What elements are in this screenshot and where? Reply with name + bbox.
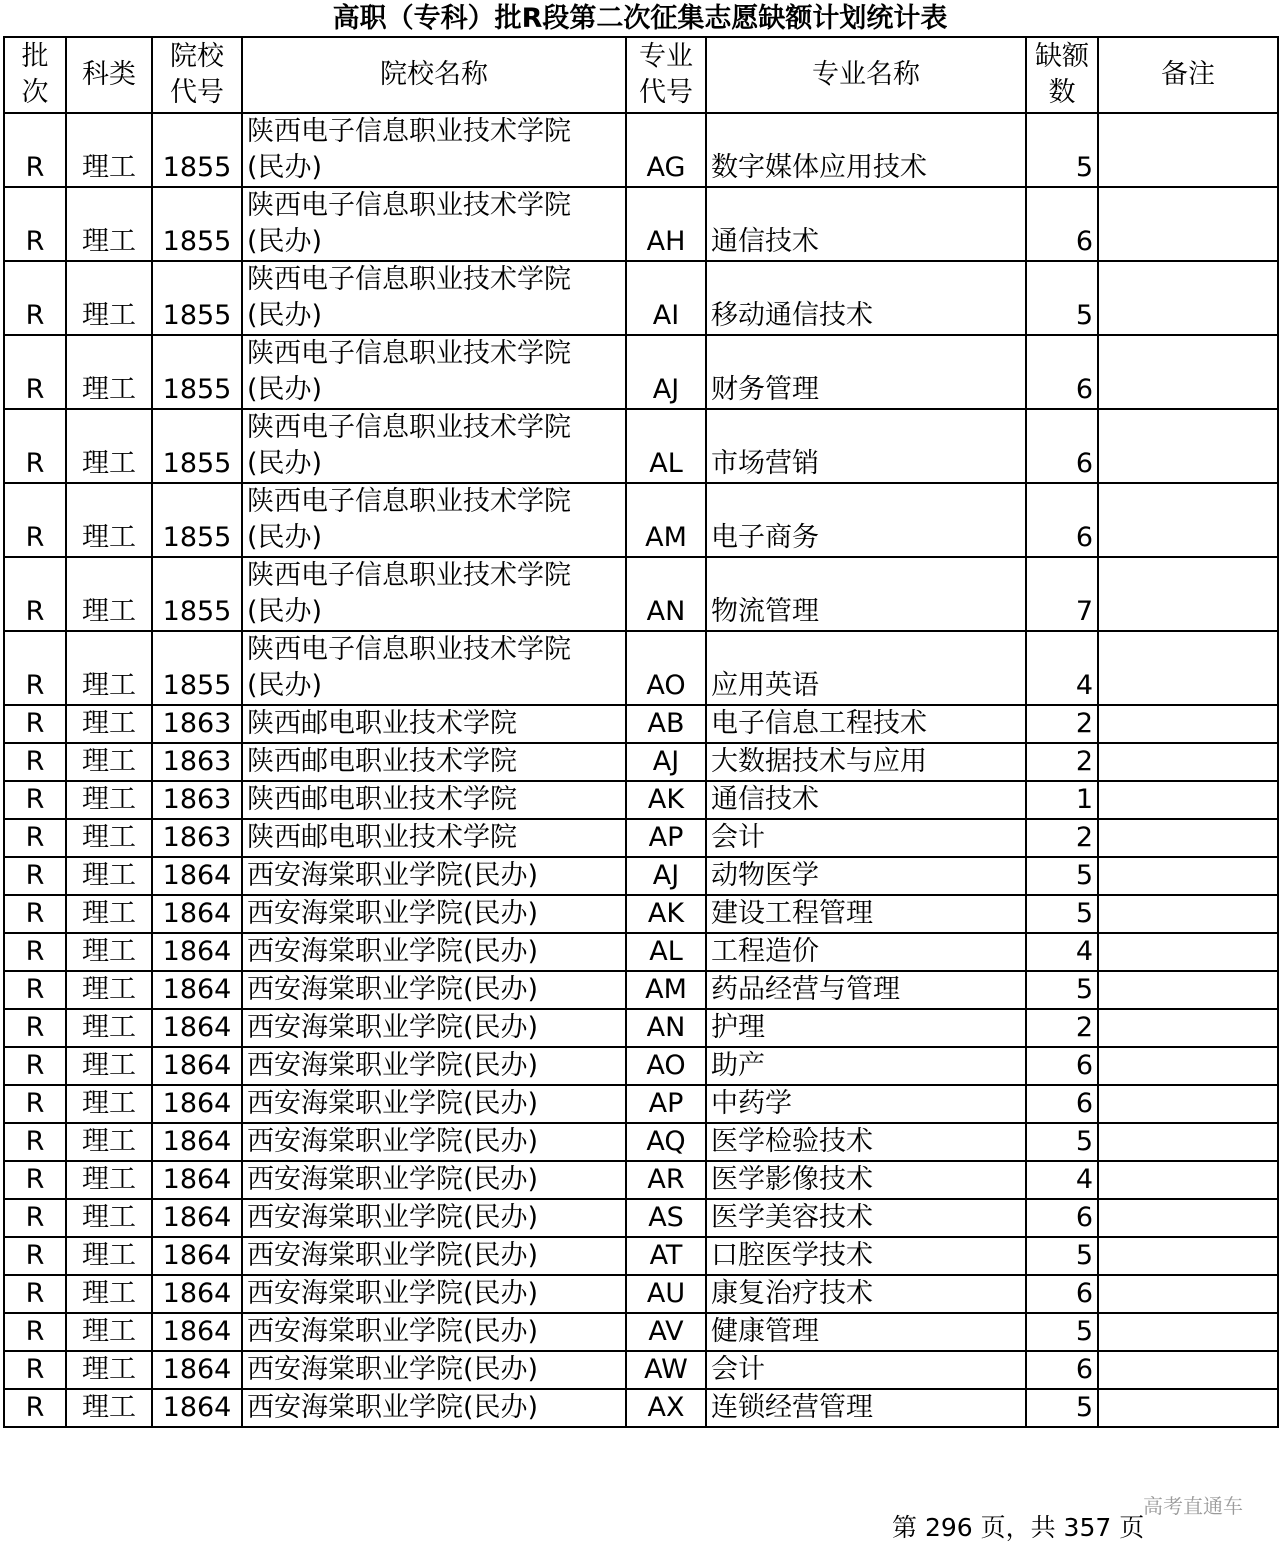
table-row	[4, 1009, 1278, 1047]
header-major-name	[706, 37, 1026, 113]
cell-major-name: 助产	[706, 1047, 1026, 1085]
cell-remarks	[1098, 1123, 1278, 1161]
cell-remarks	[1098, 631, 1278, 705]
cell-school-name: 陕西电子信息职业技术学院 (民办)	[242, 557, 626, 631]
cell-batch: R	[4, 971, 66, 1009]
header-major-code	[626, 37, 706, 113]
table-row	[4, 743, 1278, 781]
cell-vacancies: 4	[1026, 1161, 1098, 1199]
table-row	[4, 1085, 1278, 1123]
cell-major-code: AB	[626, 705, 706, 743]
cell-school-code: 1864	[152, 1275, 242, 1313]
header-category	[66, 37, 152, 113]
cell-school-name: 陕西电子信息职业技术学院 (民办)	[242, 483, 626, 557]
cell-category: 理工	[66, 933, 152, 971]
cell-batch: R	[4, 335, 66, 409]
cell-major-code: AG	[626, 113, 706, 187]
cell-batch: R	[4, 1313, 66, 1351]
cell-vacancies: 5	[1026, 971, 1098, 1009]
cell-batch: R	[4, 557, 66, 631]
cell-batch: R	[4, 1009, 66, 1047]
cell-category: 理工	[66, 1085, 152, 1123]
cell-school-code: 1855	[152, 335, 242, 409]
cell-remarks	[1098, 895, 1278, 933]
table-row	[4, 1351, 1278, 1389]
cell-school-name: 陕西电子信息职业技术学院 (民办)	[242, 409, 626, 483]
cell-remarks	[1098, 857, 1278, 895]
cell-batch: R	[4, 409, 66, 483]
cell-remarks	[1098, 743, 1278, 781]
cell-school-name: 西安海棠职业学院(民办)	[242, 1275, 626, 1313]
header-row	[4, 37, 1278, 113]
table-row	[4, 933, 1278, 971]
cell-major-code: AR	[626, 1161, 706, 1199]
cell-school-code: 1864	[152, 1047, 242, 1085]
cell-remarks	[1098, 1199, 1278, 1237]
cell-major-name: 市场营销	[706, 409, 1026, 483]
cell-batch: R	[4, 261, 66, 335]
table-row	[4, 705, 1278, 743]
cell-batch: R	[4, 1161, 66, 1199]
cell-school-name: 西安海棠职业学院(民办)	[242, 1047, 626, 1085]
cell-major-code: AX	[626, 1389, 706, 1427]
header-label-batch: 批 次	[21, 41, 49, 108]
cell-school-name: 陕西邮电职业技术学院	[242, 819, 626, 857]
cell-major-name: 移动通信技术	[706, 261, 1026, 335]
cell-major-code: AN	[626, 1009, 706, 1047]
cell-major-name: 物流管理	[706, 557, 1026, 631]
table-row	[4, 819, 1278, 857]
cell-school-code: 1864	[152, 1123, 242, 1161]
cell-school-code: 1863	[152, 705, 242, 743]
cell-remarks	[1098, 781, 1278, 819]
cell-remarks	[1098, 971, 1278, 1009]
cell-school-code: 1855	[152, 113, 242, 187]
cell-batch: R	[4, 933, 66, 971]
cell-school-code: 1864	[152, 1085, 242, 1123]
cell-school-name: 西安海棠职业学院(民办)	[242, 1009, 626, 1047]
cell-batch: R	[4, 1199, 66, 1237]
cell-school-code: 1855	[152, 483, 242, 557]
cell-vacancies: 6	[1026, 187, 1098, 261]
cell-vacancies: 6	[1026, 1085, 1098, 1123]
header-label-school-code: 院校 代号	[170, 41, 224, 108]
cell-major-code: AL	[626, 933, 706, 971]
header-label-remarks: 备注	[1161, 59, 1215, 90]
cell-school-name: 陕西电子信息职业技术学院 (民办)	[242, 261, 626, 335]
cell-remarks	[1098, 933, 1278, 971]
cell-batch: R	[4, 483, 66, 557]
cell-school-code: 1864	[152, 1009, 242, 1047]
table-row	[4, 895, 1278, 933]
cell-school-name: 西安海棠职业学院(民办)	[242, 1199, 626, 1237]
cell-school-name: 西安海棠职业学院(民办)	[242, 1123, 626, 1161]
table-row	[4, 971, 1278, 1009]
cell-vacancies: 5	[1026, 113, 1098, 187]
cell-major-code: AP	[626, 1085, 706, 1123]
cell-major-code: AW	[626, 1351, 706, 1389]
cell-batch: R	[4, 631, 66, 705]
cell-batch: R	[4, 1389, 66, 1427]
cell-batch: R	[4, 705, 66, 743]
header-label-major-name: 专业名称	[812, 59, 920, 90]
cell-vacancies: 6	[1026, 1275, 1098, 1313]
cell-major-code: AT	[626, 1237, 706, 1275]
cell-major-name: 动物医学	[706, 857, 1026, 895]
cell-major-code: AJ	[626, 857, 706, 895]
cell-major-name: 药品经营与管理	[706, 971, 1026, 1009]
cell-school-code: 1864	[152, 1313, 242, 1351]
table-row	[4, 261, 1278, 335]
cell-school-code: 1864	[152, 933, 242, 971]
cell-school-name: 陕西电子信息职业技术学院 (民办)	[242, 335, 626, 409]
cell-major-code: AO	[626, 631, 706, 705]
cell-category: 理工	[66, 557, 152, 631]
cell-major-name: 财务管理	[706, 335, 1026, 409]
cell-major-code: AH	[626, 187, 706, 261]
cell-school-name: 陕西电子信息职业技术学院 (民办)	[242, 187, 626, 261]
cell-vacancies: 7	[1026, 557, 1098, 631]
cell-major-code: AV	[626, 1313, 706, 1351]
cell-vacancies: 4	[1026, 631, 1098, 705]
cell-vacancies: 2	[1026, 1009, 1098, 1047]
cell-vacancies: 6	[1026, 483, 1098, 557]
cell-vacancies: 6	[1026, 1199, 1098, 1237]
cell-major-name: 电子商务	[706, 483, 1026, 557]
cell-school-code: 1855	[152, 261, 242, 335]
cell-major-code: AM	[626, 971, 706, 1009]
table-row	[4, 1389, 1278, 1427]
cell-major-name: 医学检验技术	[706, 1123, 1026, 1161]
cell-vacancies: 2	[1026, 819, 1098, 857]
cell-batch: R	[4, 1085, 66, 1123]
cell-vacancies: 5	[1026, 1123, 1098, 1161]
cell-category: 理工	[66, 631, 152, 705]
cell-remarks	[1098, 261, 1278, 335]
cell-remarks	[1098, 819, 1278, 857]
cell-school-name: 西安海棠职业学院(民办)	[242, 971, 626, 1009]
cell-vacancies: 2	[1026, 743, 1098, 781]
cell-school-name: 西安海棠职业学院(民办)	[242, 895, 626, 933]
cell-major-name: 护理	[706, 1009, 1026, 1047]
cell-category: 理工	[66, 781, 152, 819]
cell-category: 理工	[66, 819, 152, 857]
cell-school-code: 1864	[152, 1237, 242, 1275]
table-row	[4, 557, 1278, 631]
cell-school-name: 西安海棠职业学院(民办)	[242, 1313, 626, 1351]
cell-school-name: 西安海棠职业学院(民办)	[242, 1351, 626, 1389]
cell-school-name: 西安海棠职业学院(民办)	[242, 1389, 626, 1427]
header-label-school-name: 院校名称	[380, 59, 488, 90]
cell-remarks	[1098, 335, 1278, 409]
cell-school-code: 1864	[152, 895, 242, 933]
cell-major-name: 口腔医学技术	[706, 1237, 1026, 1275]
cell-school-code: 1864	[152, 1161, 242, 1199]
cell-category: 理工	[66, 1009, 152, 1047]
page-footer: 第 296 页，共 357 页	[892, 1513, 1145, 1542]
cell-major-code: AJ	[626, 335, 706, 409]
cell-category: 理工	[66, 1199, 152, 1237]
cell-major-code: AN	[626, 557, 706, 631]
cell-school-code: 1855	[152, 557, 242, 631]
cell-school-code: 1864	[152, 1389, 242, 1427]
table-row	[4, 1199, 1278, 1237]
cell-remarks	[1098, 1009, 1278, 1047]
cell-school-name: 西安海棠职业学院(民办)	[242, 1085, 626, 1123]
cell-remarks	[1098, 1351, 1278, 1389]
cell-batch: R	[4, 1047, 66, 1085]
cell-remarks	[1098, 409, 1278, 483]
cell-remarks	[1098, 187, 1278, 261]
cell-major-name: 会计	[706, 819, 1026, 857]
cell-remarks	[1098, 1275, 1278, 1313]
cell-category: 理工	[66, 1275, 152, 1313]
cell-batch: R	[4, 781, 66, 819]
cell-school-code: 1855	[152, 409, 242, 483]
cell-category: 理工	[66, 187, 152, 261]
table-row	[4, 1275, 1278, 1313]
table-row	[4, 631, 1278, 705]
cell-school-code: 1864	[152, 857, 242, 895]
cell-remarks	[1098, 1313, 1278, 1351]
cell-major-name: 电子信息工程技术	[706, 705, 1026, 743]
cell-remarks	[1098, 1161, 1278, 1199]
cell-batch: R	[4, 819, 66, 857]
cell-category: 理工	[66, 857, 152, 895]
cell-school-code: 1863	[152, 819, 242, 857]
cell-vacancies: 6	[1026, 409, 1098, 483]
cell-major-code: AO	[626, 1047, 706, 1085]
cell-school-code: 1864	[152, 971, 242, 1009]
cell-vacancies: 5	[1026, 857, 1098, 895]
cell-school-name: 西安海棠职业学院(民办)	[242, 857, 626, 895]
table-body	[4, 113, 1278, 1427]
cell-category: 理工	[66, 743, 152, 781]
table-row	[4, 187, 1278, 261]
table-row	[4, 781, 1278, 819]
cell-category: 理工	[66, 1237, 152, 1275]
cell-major-name: 医学影像技术	[706, 1161, 1026, 1199]
header-batch	[4, 37, 66, 113]
cell-major-name: 会计	[706, 1351, 1026, 1389]
cell-batch: R	[4, 743, 66, 781]
cell-batch: R	[4, 1275, 66, 1313]
cell-school-code: 1855	[152, 631, 242, 705]
cell-vacancies: 5	[1026, 895, 1098, 933]
table-row	[4, 409, 1278, 483]
cell-vacancies: 6	[1026, 1351, 1098, 1389]
header-school-code	[152, 37, 242, 113]
cell-school-name: 西安海棠职业学院(民办)	[242, 933, 626, 971]
cell-category: 理工	[66, 1123, 152, 1161]
header-vacancies	[1026, 37, 1098, 113]
cell-major-name: 通信技术	[706, 187, 1026, 261]
cell-category: 理工	[66, 895, 152, 933]
cell-vacancies: 5	[1026, 1313, 1098, 1351]
cell-remarks	[1098, 483, 1278, 557]
cell-major-name: 通信技术	[706, 781, 1026, 819]
cell-remarks	[1098, 1389, 1278, 1427]
cell-vacancies: 1	[1026, 781, 1098, 819]
cell-vacancies: 4	[1026, 933, 1098, 971]
cell-school-name: 陕西电子信息职业技术学院 (民办)	[242, 631, 626, 705]
cell-category: 理工	[66, 705, 152, 743]
cell-school-name: 陕西邮电职业技术学院	[242, 781, 626, 819]
cell-vacancies: 5	[1026, 1237, 1098, 1275]
cell-batch: R	[4, 1351, 66, 1389]
cell-major-name: 建设工程管理	[706, 895, 1026, 933]
cell-category: 理工	[66, 1047, 152, 1085]
cell-major-code: AQ	[626, 1123, 706, 1161]
table-row	[4, 1047, 1278, 1085]
cell-major-code: AM	[626, 483, 706, 557]
cell-remarks	[1098, 1237, 1278, 1275]
cell-category: 理工	[66, 971, 152, 1009]
cell-remarks	[1098, 1085, 1278, 1123]
cell-major-name: 医学美容技术	[706, 1199, 1026, 1237]
cell-school-name: 西安海棠职业学院(民办)	[242, 1237, 626, 1275]
table-row	[4, 1161, 1278, 1199]
cell-major-code: AK	[626, 895, 706, 933]
cell-school-name: 陕西邮电职业技术学院	[242, 705, 626, 743]
cell-category: 理工	[66, 1161, 152, 1199]
cell-school-code: 1864	[152, 1199, 242, 1237]
cell-major-name: 大数据技术与应用	[706, 743, 1026, 781]
cell-category: 理工	[66, 335, 152, 409]
header-label-vacancies: 缺额 数	[1035, 41, 1089, 108]
vacancy-table	[3, 36, 1279, 1428]
cell-major-code: AS	[626, 1199, 706, 1237]
cell-major-name: 康复治疗技术	[706, 1275, 1026, 1313]
cell-school-name: 西安海棠职业学院(民办)	[242, 1161, 626, 1199]
cell-major-name: 工程造价	[706, 933, 1026, 971]
cell-vacancies: 6	[1026, 335, 1098, 409]
cell-school-code: 1863	[152, 743, 242, 781]
cell-school-code: 1864	[152, 1351, 242, 1389]
cell-batch: R	[4, 1123, 66, 1161]
cell-batch: R	[4, 895, 66, 933]
cell-major-name: 应用英语	[706, 631, 1026, 705]
cell-major-name: 连锁经营管理	[706, 1389, 1026, 1427]
cell-category: 理工	[66, 1351, 152, 1389]
table-row	[4, 857, 1278, 895]
cell-major-name: 数字媒体应用技术	[706, 113, 1026, 187]
table-row	[4, 1313, 1278, 1351]
cell-major-name: 健康管理	[706, 1313, 1026, 1351]
header-school-name	[242, 37, 626, 113]
cell-vacancies: 6	[1026, 1047, 1098, 1085]
table-row	[4, 113, 1278, 187]
cell-vacancies: 5	[1026, 1389, 1098, 1427]
cell-major-code: AU	[626, 1275, 706, 1313]
watermark: 高考直通车	[1143, 1494, 1243, 1518]
cell-category: 理工	[66, 483, 152, 557]
cell-school-code: 1863	[152, 781, 242, 819]
cell-batch: R	[4, 187, 66, 261]
header-label-major-code: 专业 代号	[639, 41, 693, 108]
cell-major-code: AI	[626, 261, 706, 335]
cell-remarks	[1098, 705, 1278, 743]
table-row	[4, 335, 1278, 409]
cell-remarks	[1098, 113, 1278, 187]
cell-school-name: 陕西邮电职业技术学院	[242, 743, 626, 781]
header-label-category: 科类	[82, 59, 136, 90]
cell-major-code: AP	[626, 819, 706, 857]
cell-batch: R	[4, 113, 66, 187]
cell-batch: R	[4, 1237, 66, 1275]
cell-category: 理工	[66, 409, 152, 483]
cell-remarks	[1098, 557, 1278, 631]
cell-category: 理工	[66, 1313, 152, 1351]
cell-major-code: AL	[626, 409, 706, 483]
cell-remarks	[1098, 1047, 1278, 1085]
page-title: 高职（专科）批R段第二次征集志愿缺额计划统计表	[332, 3, 948, 34]
cell-major-code: AJ	[626, 743, 706, 781]
cell-vacancies: 2	[1026, 705, 1098, 743]
cell-vacancies: 5	[1026, 261, 1098, 335]
cell-school-name: 陕西电子信息职业技术学院 (民办)	[242, 113, 626, 187]
cell-category: 理工	[66, 113, 152, 187]
header-remarks	[1098, 37, 1278, 113]
cell-batch: R	[4, 857, 66, 895]
table-row	[4, 1123, 1278, 1161]
table-row	[4, 1237, 1278, 1275]
cell-category: 理工	[66, 1389, 152, 1427]
cell-school-code: 1855	[152, 187, 242, 261]
cell-major-code: AK	[626, 781, 706, 819]
cell-major-name: 中药学	[706, 1085, 1026, 1123]
cell-category: 理工	[66, 261, 152, 335]
table-row	[4, 483, 1278, 557]
